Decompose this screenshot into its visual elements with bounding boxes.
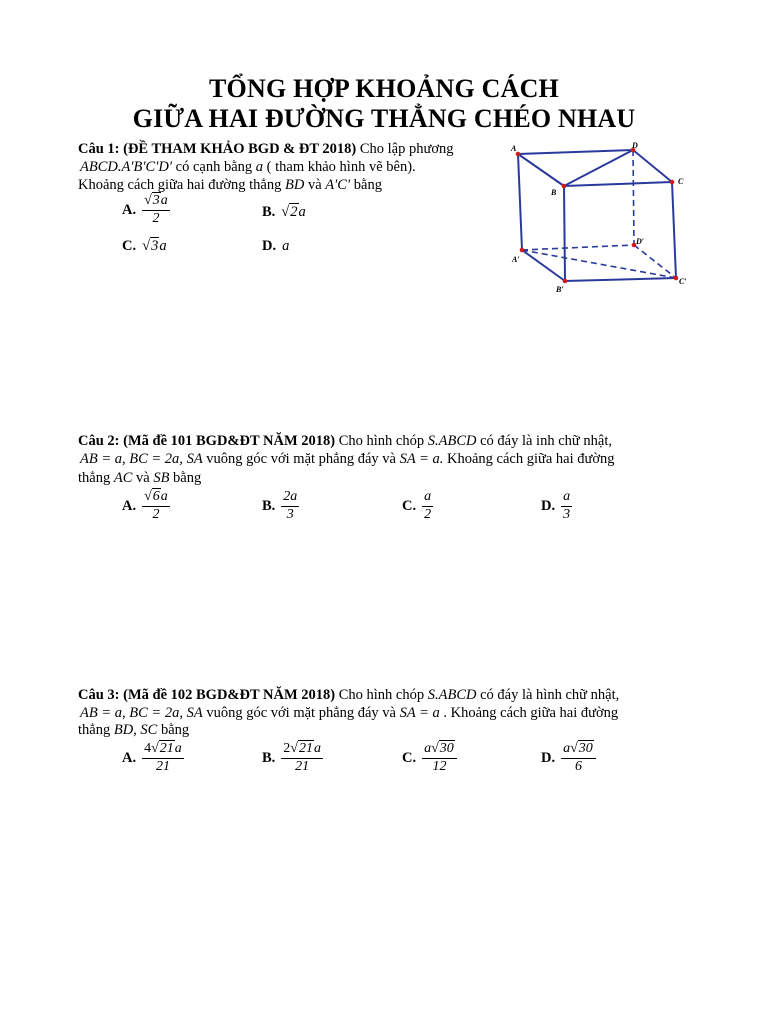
q1-cube: ABCD.A′B′C′D′ bbox=[80, 159, 173, 175]
q3-eq1: AB = a bbox=[80, 705, 122, 721]
q1-option-a-label: A. bbox=[122, 201, 137, 218]
q2-text-mid: vuông góc với mặt phẳng đáy và bbox=[206, 451, 396, 467]
q3-label: Câu 3: (Mã đề 102 BGD&ĐT NĂM 2018) bbox=[78, 687, 336, 703]
diag-a1c1-hidden bbox=[522, 250, 676, 278]
q1-text: Cho lập phương bbox=[359, 141, 454, 157]
label-b: B bbox=[551, 188, 557, 197]
point-c bbox=[670, 180, 675, 185]
edge-bb1 bbox=[564, 186, 565, 281]
q1-line3 bbox=[78, 177, 382, 194]
page-title-line2: GIỮA HAI ĐƯỜNG THẲNG CHÉO NHAU bbox=[132, 104, 636, 133]
edge-cc1 bbox=[672, 182, 676, 278]
edge-dc bbox=[633, 150, 672, 182]
q2-line2 bbox=[80, 451, 615, 468]
q3-end: bằng bbox=[160, 722, 190, 738]
q3-text-start: thẳng bbox=[78, 722, 111, 738]
q1-bd: BD bbox=[285, 177, 305, 193]
point-b bbox=[562, 184, 567, 189]
q1-option-c-label: C. bbox=[122, 238, 137, 254]
q1-label: Câu 1: (ĐỀ THAM KHẢO BGD & ĐT 2018) bbox=[78, 141, 357, 157]
edge-bc bbox=[564, 182, 672, 186]
q2-option-b-label: B. bbox=[262, 497, 276, 514]
q1-option-b[interactable] bbox=[262, 204, 306, 221]
diag-bd bbox=[564, 150, 633, 186]
q3-option-b-value: $\frac{2√21a}{21}$ bbox=[283, 741, 321, 774]
point-b1 bbox=[563, 279, 568, 284]
edge-ab bbox=[518, 154, 564, 186]
cube-figure bbox=[505, 140, 705, 300]
label-a1: A′ bbox=[512, 255, 520, 264]
q2-option-c-label: C. bbox=[402, 497, 417, 514]
q1-option-d[interactable] bbox=[262, 238, 289, 255]
q2-label: Câu 2: (Mã đề 101 BGD&ĐT NĂM 2018) bbox=[78, 433, 336, 449]
point-a1 bbox=[520, 248, 525, 253]
q2-option-d-label: D. bbox=[541, 497, 556, 514]
q1-option-d-value: a bbox=[282, 238, 290, 254]
q1-text-end: ( tham khảo hình vẽ bên). bbox=[266, 159, 416, 175]
edge-dd1-hidden bbox=[633, 150, 634, 245]
q3-lines: BD, SC bbox=[113, 722, 158, 738]
q3-option-a-value: $\frac{4√21a}{21}$ bbox=[144, 741, 182, 774]
q2-sa-eq: SA = a. bbox=[399, 451, 444, 467]
q3-option-a-label: A. bbox=[122, 749, 137, 766]
q2-sa: SA bbox=[186, 451, 203, 467]
q1-va: và bbox=[307, 177, 322, 193]
q2-option-c[interactable] bbox=[402, 490, 433, 522]
q3-option-c-label: C. bbox=[402, 749, 417, 766]
q2-text-end: có đáy là inh chữ nhật, bbox=[480, 433, 612, 449]
q2-ac: AC bbox=[113, 470, 133, 486]
q2-line3 bbox=[78, 470, 201, 487]
q3-option-d[interactable] bbox=[541, 742, 596, 774]
q2-va: và bbox=[136, 470, 150, 486]
q3-option-d-label: D. bbox=[541, 749, 556, 766]
q1-option-c[interactable] bbox=[122, 238, 167, 255]
label-d1: D′ bbox=[636, 237, 645, 246]
label-d: D bbox=[632, 141, 638, 150]
q2-option-a-value: $\frac{√6a}{2}$ bbox=[144, 489, 168, 522]
q2-pyramid: S.ABCD bbox=[427, 433, 477, 449]
q1-option-c-value: √3a bbox=[142, 238, 167, 254]
q3-option-c-value: $\frac{a√30}{12}$ bbox=[422, 742, 457, 774]
label-c: C bbox=[678, 177, 684, 186]
q1-ac: A′C′ bbox=[325, 177, 351, 193]
q2-option-b-value: $\frac{2a}{3}$ bbox=[283, 489, 298, 522]
q3-line1 bbox=[78, 687, 619, 704]
edge-b1c1 bbox=[565, 278, 676, 281]
q2-option-c-value: $\frac{a}{2}$ bbox=[424, 489, 432, 522]
q3-option-b-label: B. bbox=[262, 749, 276, 766]
point-a bbox=[516, 152, 521, 157]
q3-text-end: có đáy là hình chữ nhật, bbox=[480, 687, 620, 703]
q3-sa-eq: SA = a bbox=[399, 705, 440, 721]
q3-option-d-value: $\frac{a√30}{6}$ bbox=[561, 742, 596, 774]
q2-line1 bbox=[78, 433, 612, 450]
q1-line2 bbox=[80, 159, 416, 176]
q2-text-start: thẳng bbox=[78, 470, 111, 486]
q3-option-a[interactable] bbox=[122, 742, 184, 774]
q2-text: Cho hình chóp bbox=[338, 433, 425, 449]
q3-option-c[interactable] bbox=[402, 742, 457, 774]
q3-option-b[interactable] bbox=[262, 742, 323, 774]
q1-option-b-value: √2a bbox=[281, 204, 306, 220]
q2-option-d-value: $\frac{a}{3}$ bbox=[563, 489, 571, 522]
q3-sa: SA bbox=[186, 705, 203, 721]
q2-end: bằng bbox=[173, 470, 202, 486]
q1-end: bằng bbox=[353, 177, 382, 193]
point-c1 bbox=[674, 276, 679, 281]
q1-option-d-label: D. bbox=[262, 238, 277, 254]
edge-a1d1-hidden bbox=[522, 245, 634, 250]
edge-ad bbox=[518, 150, 633, 154]
q3-pyramid: S.ABCD bbox=[427, 687, 477, 703]
q1-line1 bbox=[78, 141, 454, 158]
q1-option-a[interactable] bbox=[122, 194, 170, 226]
q3-eq2: BC = 2a bbox=[129, 705, 180, 721]
q3-text: Cho hình chóp bbox=[338, 687, 425, 703]
q2-option-d[interactable] bbox=[541, 490, 572, 522]
q1-option-a-value: $\frac{√3a}{2}$ bbox=[144, 193, 168, 226]
q2-option-a-label: A. bbox=[122, 497, 137, 514]
label-b1: B′ bbox=[556, 285, 564, 294]
q2-sb: SB bbox=[153, 470, 170, 486]
q1-option-b-label: B. bbox=[262, 204, 276, 220]
edge-aa1 bbox=[518, 154, 522, 250]
q3-text-end2: . Khoảng cách giữa hai đường bbox=[443, 705, 619, 721]
q3-line2: AB = a, BC = 2a, SA vuông góc với mặt phẳng đáy và SA = a . Khoảng cách giữa hai đường bbox=[80, 705, 619, 721]
q3-line3 bbox=[78, 722, 189, 739]
edge-d1c1-hidden bbox=[634, 245, 676, 278]
q1-text-mid: có cạnh bằng bbox=[175, 159, 253, 175]
q2-eq: AB = a, BC = 2a, bbox=[80, 451, 183, 467]
label-a: A bbox=[511, 144, 517, 153]
q2-option-a[interactable] bbox=[122, 490, 170, 522]
q1-var-a: a bbox=[255, 159, 264, 175]
q2-option-b[interactable] bbox=[262, 490, 299, 522]
q3-text-mid: vuông góc với mặt phẳng đáy và bbox=[206, 705, 396, 721]
page-title-line1: TỔNG HỢP KHOẢNG CÁCH bbox=[209, 74, 559, 103]
label-c1: C′ bbox=[679, 277, 687, 286]
q2-text-end2: Khoảng cách giữa hai đường bbox=[447, 451, 615, 467]
q1-text-start: Khoảng cách giữa hai đường thẳng bbox=[78, 177, 282, 193]
